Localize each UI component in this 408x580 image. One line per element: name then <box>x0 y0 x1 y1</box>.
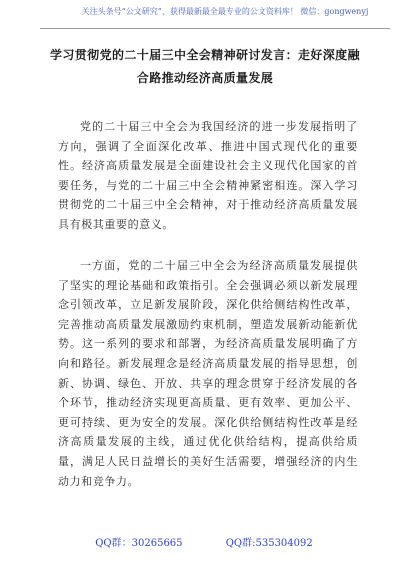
footer-qq-group-2: QQ群:535304092 <box>225 538 313 549</box>
header-divider <box>40 28 390 29</box>
document-title <box>46 44 364 90</box>
paragraph-2: 一方面，党的二十届三中全会为经济高质量发展提供了坚实的理论基础和政策指引。全会强调必须以新发展理念引领改革，立足新发展阶段，深化供给侧结构性改革，完善推动高质量发展激励约束机制，塑造发展新动能新优势。这一系列的要求和部署，为经济高质量发展明确了方向和路径。新发展理念是经济高质量发展的指导思想，创新、协调、绿色、开放、共享的理念贯穿于经济发展的各个环节，推动经济实现更高质量、更有效率、更加公平、更可持续、更为安全的发展。深化供给侧结构性改革是经济高质量发展的主线，通过优化供给结构，提高供给质量，满足人民日益增长的美好生活需要，增强经济的内生动力和竞争力。 <box>58 259 358 488</box>
header-note: 关注头条号“公文研究”，获得最新最全最专业的公文资料库！ 微信：gongwenyj <box>81 7 369 16</box>
footer-qq-group-1: QQ群：30265665 <box>95 538 183 549</box>
title-line-1: 学习贯彻党的二十届三中全会精神研讨发言：走好深度融 <box>49 48 360 62</box>
paragraph-1: 党的二十届三中全会为我国经济的进一步发展指明了方向，强调了全面深化改革、推进中国式现代化的重要性。经济高质量发展是全面建设社会主义现代化国家的首要任务，与党的二十届三中全会精神紧密相连。深入学习贯彻党的二十届三中全会精神，对于推动经济高质量发展具有极其重要的意义。 <box>58 120 358 231</box>
title-line-2: 合路推动经济高质量发展 <box>136 71 274 85</box>
footer <box>0 537 408 551</box>
